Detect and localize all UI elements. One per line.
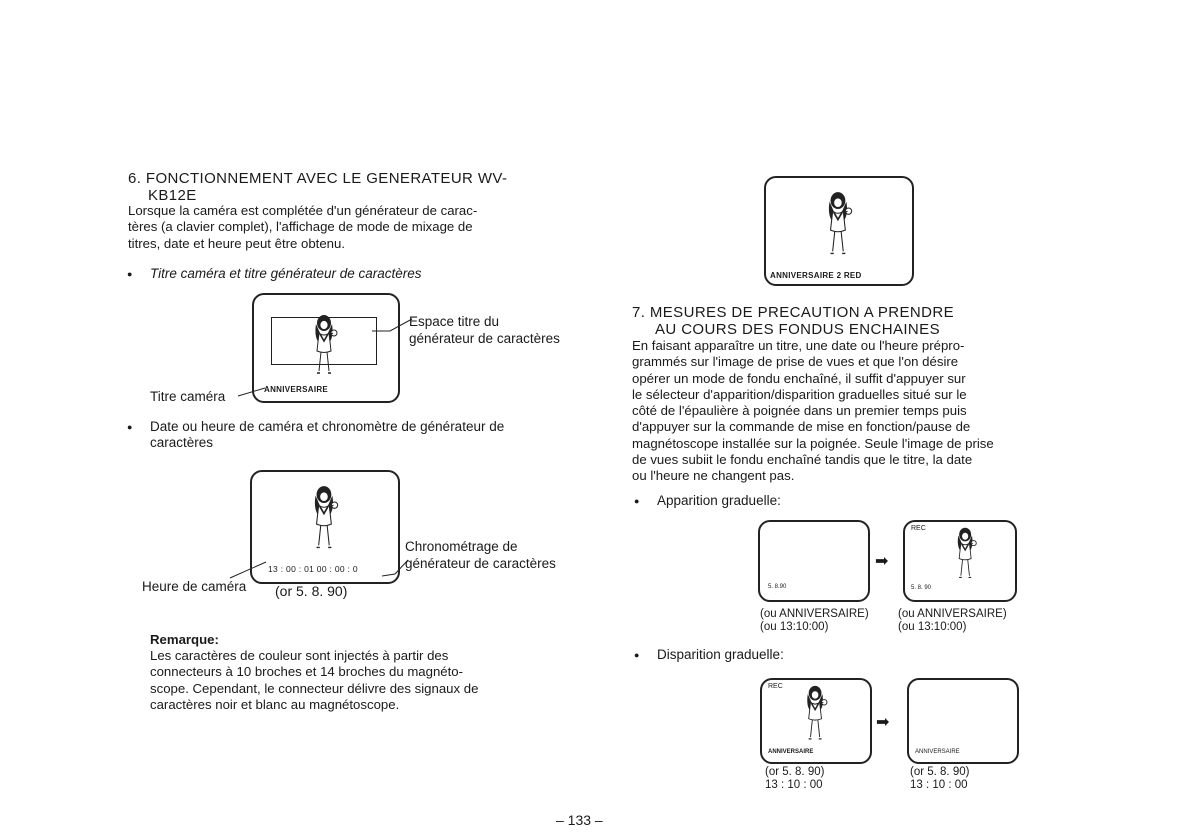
girl-illustration [310, 313, 340, 383]
apparition-screen-before [758, 520, 870, 602]
screen-date-text: 5. 8.90 [768, 584, 787, 590]
bullet-apparition: ● Apparition graduelle: [657, 492, 781, 509]
bullet-date-heure: ● Date ou heure de caméra et chronomètre de générateur de caractères [150, 418, 570, 451]
girl-illustration [309, 484, 341, 558]
section-6-heading: 6. FONCTIONNEMENT AVEC LE GENERATEUR WV- KB12E [128, 170, 508, 204]
bullet-disparition: ● Disparition graduelle: [657, 646, 784, 663]
label-heure-camera: Heure de caméra [142, 579, 247, 594]
caption-apparition-2: (ou ANNIVERSAIRE) (ou 13:10:00) [898, 608, 1007, 633]
arrow-right-icon: ➡ [875, 553, 889, 570]
remark-title: Remarque: [150, 632, 219, 647]
screen-title-text: ANNIVERSAIRE 2 RED [770, 271, 862, 280]
screen-date-text: 5. 8. 90 [911, 585, 932, 591]
remark-body: Les caractères de couleur sont injectés à partir des connecteurs à 10 broches et 14 broches du magnéto- scope. Cependant, le connecteur délivre des signaux de caractères noir et blanc au magnétoscope. [150, 648, 479, 712]
bullet-titre-camera: ● Titre caméra et titre générateur de caractères [150, 265, 422, 282]
caption-disparition-2: (or 5. 8. 90) 13 : 10 : 00 [910, 766, 970, 791]
caption-disparition-1: (or 5. 8. 90) 13 : 10 : 00 [765, 766, 825, 791]
screen-title-text: ANNIVERSAIRE [915, 749, 960, 755]
apparition-screen-after [903, 520, 1017, 602]
girl-illustration [823, 190, 855, 264]
leader-line [228, 560, 268, 580]
label-or-date: (or 5. 8. 90) [275, 583, 348, 599]
rec-indicator: REC [911, 525, 926, 532]
caption-apparition-1: (ou ANNIVERSAIRE) (ou 13:10:00) [760, 608, 869, 633]
figure-top-screen [764, 176, 914, 286]
girl-illustration [953, 526, 979, 586]
screen-camera-title-text: ANNIVERSAIRE [264, 385, 329, 394]
label-chronometrage: Chronométrage de générateur de caractères [405, 539, 556, 571]
figure-title-space-screen [252, 293, 400, 403]
rec-indicator: REC [768, 683, 783, 690]
page-number: – 133 – [556, 812, 603, 828]
girl-illustration [802, 684, 830, 748]
figure-chrono-screen [250, 470, 400, 584]
screen-time-text: 13 : 00 : 01 00 : 00 : 0 [268, 564, 358, 574]
section-7-body: En faisant apparaître un titre, une date ou l'heure prépro- grammés sur l'image de prise de vues et que l'on désire opérer un mode de fondu enchaîné, il suffit d'appuyer sur le sélecteur d'apparition/disparition graduelles situé sur le côté de l'épaulière à poignée dans un premier temps puis d'appuyer sur la commande de mise en fonction/pause de magnétoscope installée sur la poignée. Seule l'image de prise de vues subiit le fondu enchaîné tandis que le titre, la date ou l'heure ne changent pas. [632, 338, 994, 484]
arrow-right-icon: ➡ [876, 714, 890, 731]
section-6-body: Lorsque la caméra est complétée d'un générateur de carac- tères (a clavier complet), l'affichage de mode de mixage de titres, date et heure peut être obtenu. [128, 203, 478, 251]
screen-title-text: ANNIVERSAIRE [768, 749, 814, 755]
disparition-screen-after [907, 678, 1019, 764]
label-space-titre: Espace titre du générateur de caractères [409, 314, 560, 346]
disparition-screen-before [760, 678, 872, 764]
section-7-heading: 7. MESURES DE PRECAUTION A PRENDRE AU COURS DES FONDUS ENCHAINES [632, 304, 955, 338]
leader-line [237, 386, 267, 398]
label-titre-camera: Titre caméra [150, 389, 226, 404]
